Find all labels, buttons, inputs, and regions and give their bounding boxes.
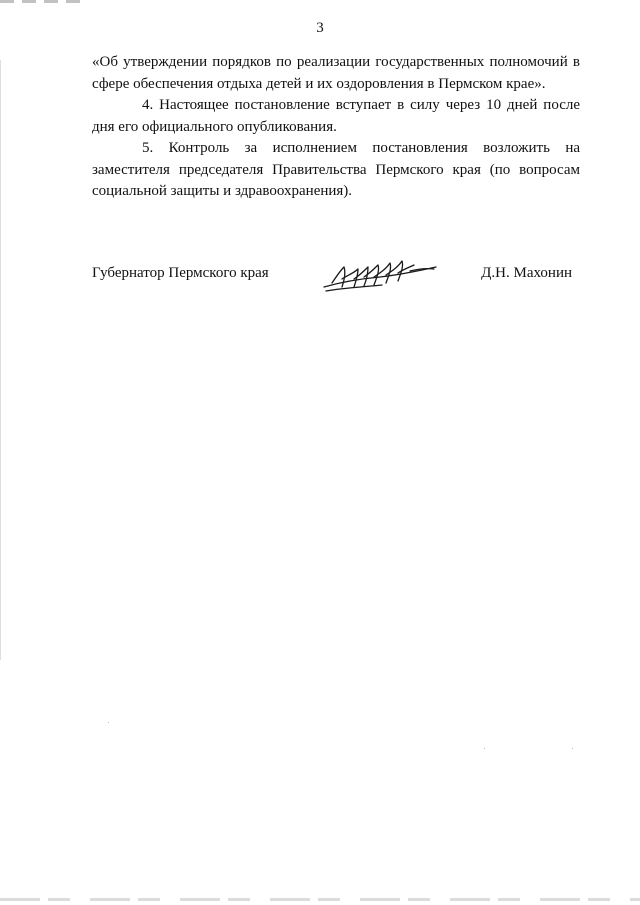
document-body bbox=[92, 52, 580, 203]
scan-artifact-left-edge bbox=[0, 60, 1, 660]
signatory-name: Д.Н. Махонин bbox=[481, 265, 572, 281]
paragraph-item-5: 5. Контроль за исполнением постановления возложить на заместителя председателя Правительства Пермского края (по вопросам социальной защиты и здравоохранения). bbox=[92, 140, 580, 199]
handwritten-signature bbox=[318, 257, 442, 297]
scan-artifact-top bbox=[0, 0, 80, 3]
signatory-title: Губернатор Пермского края bbox=[92, 265, 269, 281]
scan-speck bbox=[572, 748, 573, 749]
paragraph-continuation: «Об утверждении порядков по реализации государственных полномочий в сфере обеспечения отдыха детей и их оздоровления в Пермском крае». bbox=[92, 54, 580, 92]
paragraph-item-4: 4. Настоящее постановление вступает в силу через 10 дней после дня его официального опубликования. bbox=[92, 97, 580, 135]
scan-speck bbox=[484, 748, 485, 749]
signature-block bbox=[92, 265, 580, 305]
scan-speck bbox=[108, 722, 109, 723]
scan-artifact-bottom bbox=[0, 898, 640, 901]
page-number: 3 bbox=[316, 20, 324, 36]
